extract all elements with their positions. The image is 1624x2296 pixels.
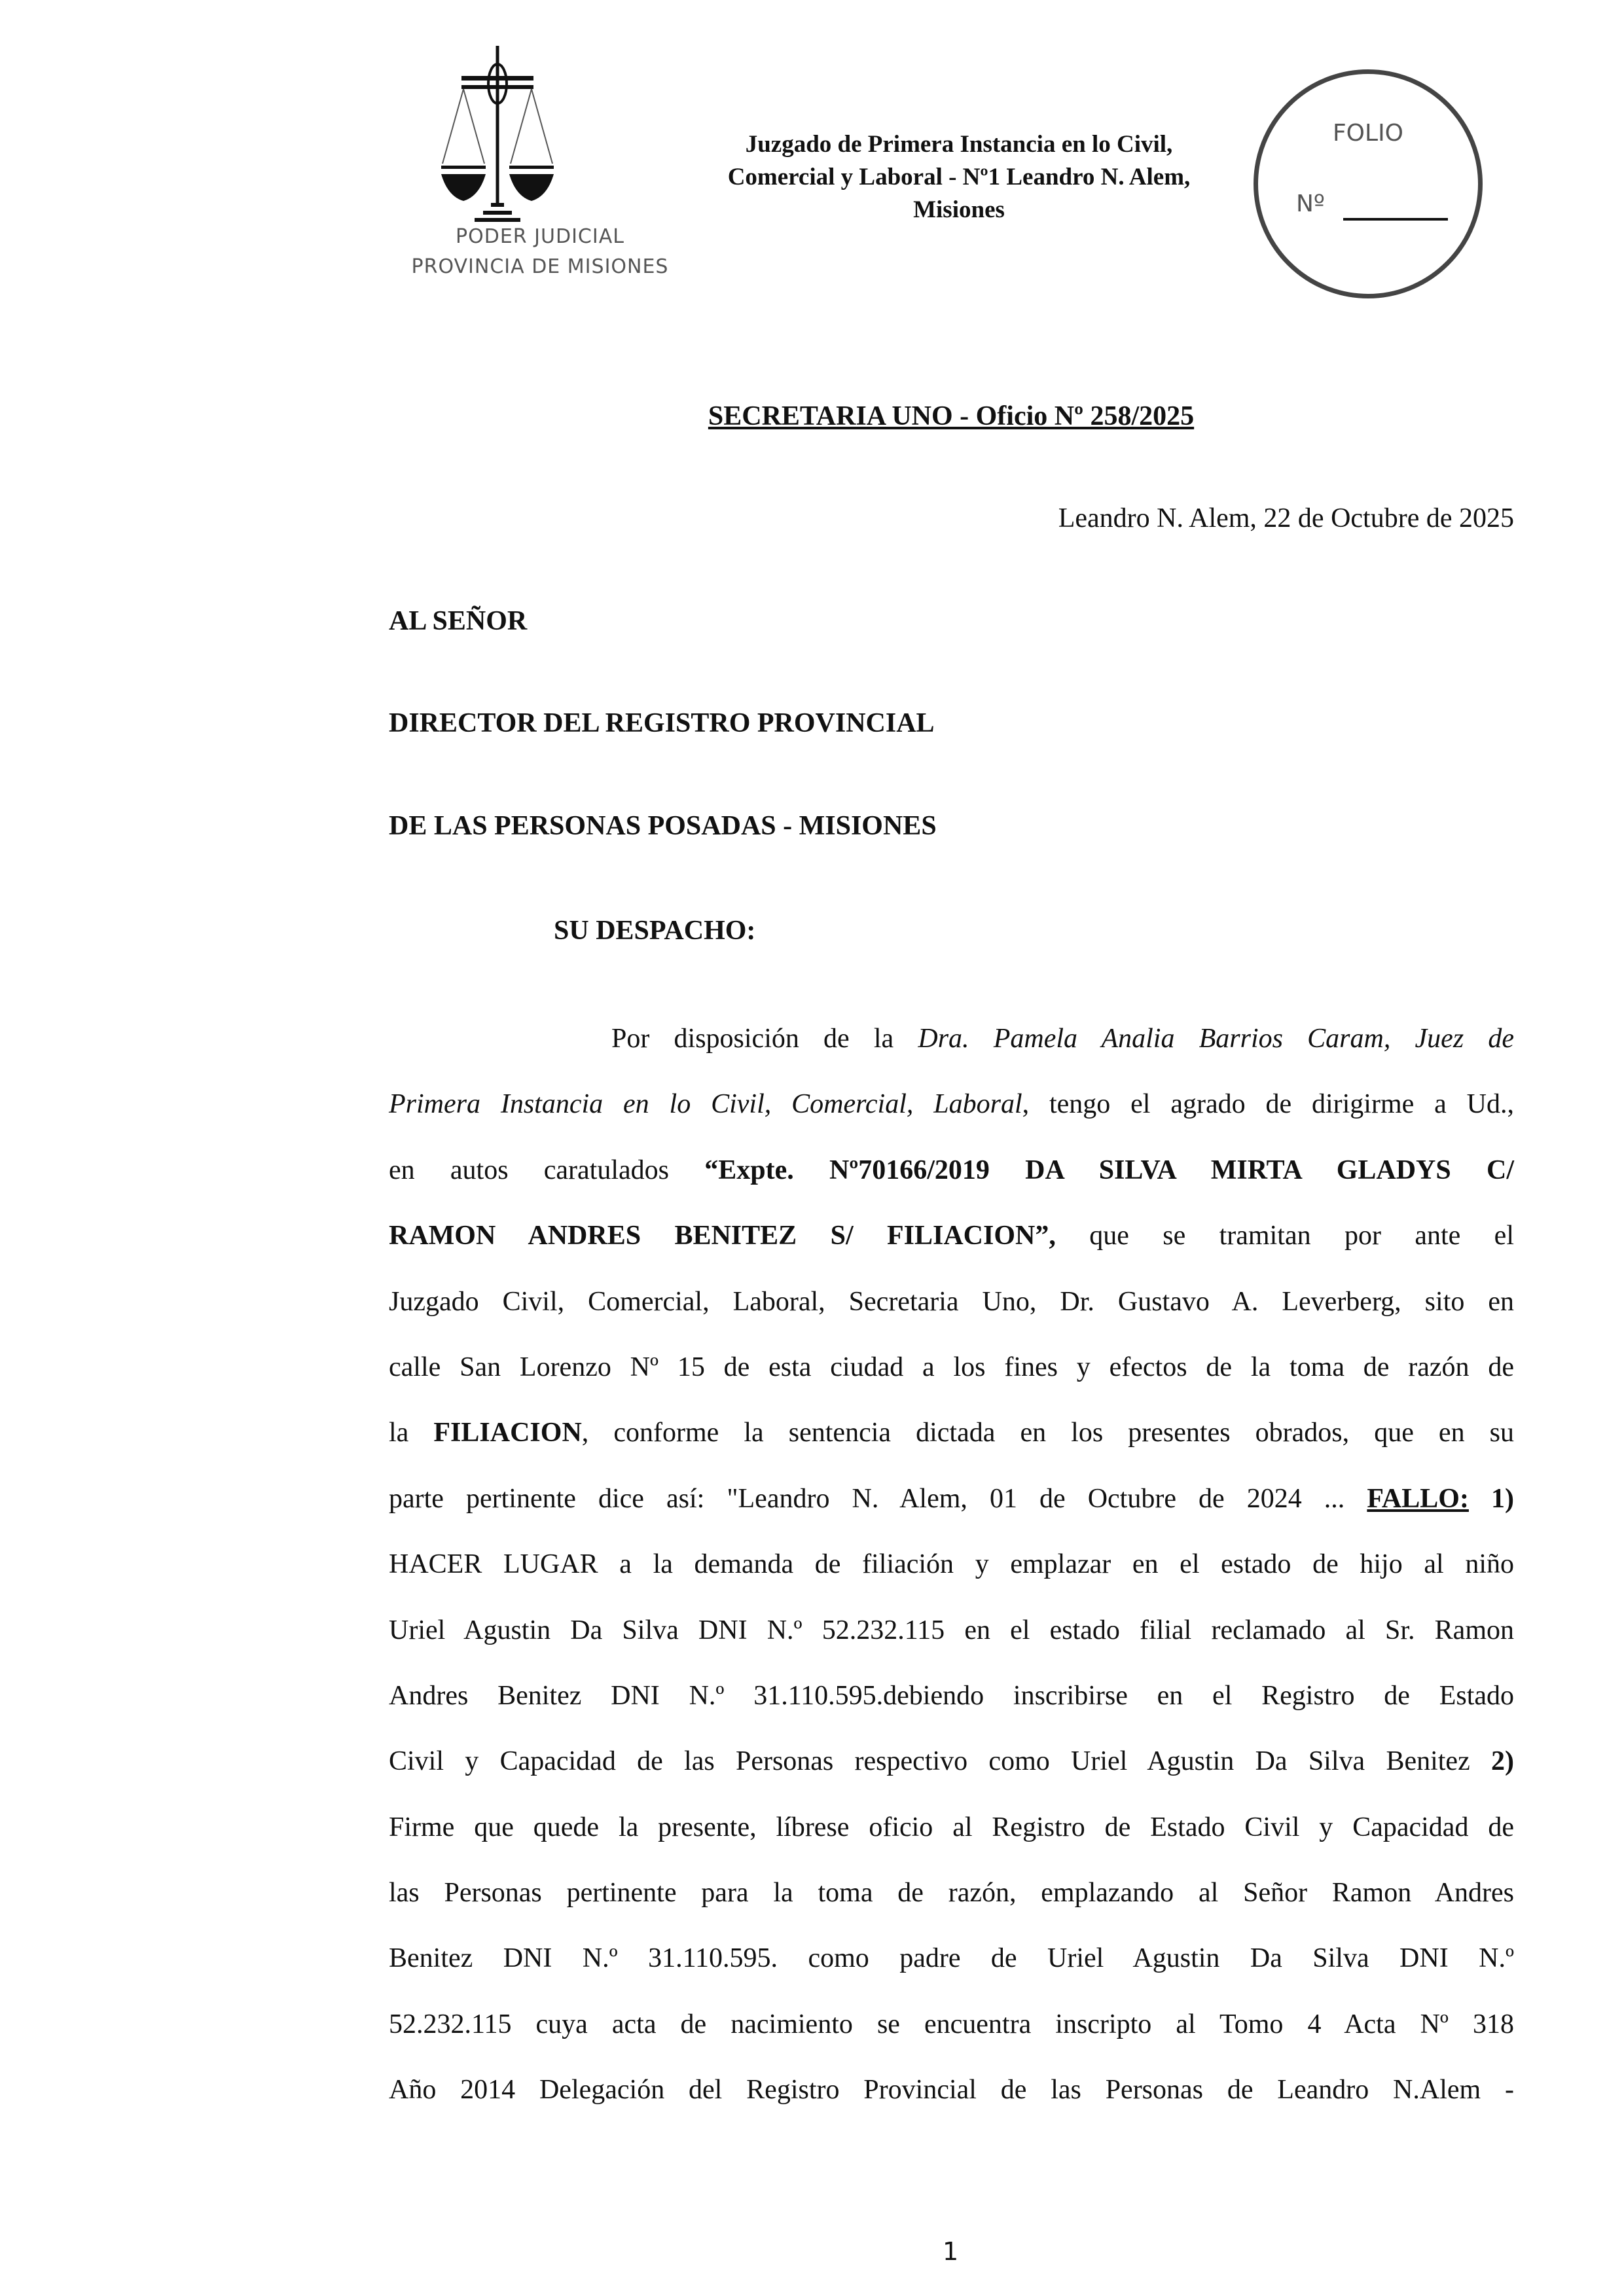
body-line [389,1738,1514,1804]
body-text-segment: FALLO: [1367,1483,1469,1514]
body-text-segment: las Personas pertinente para la toma de razón, emplazando al Señor Ramon Andres [389,1878,1514,1909]
folio-number-blank [1343,218,1448,221]
body-text-segment: , conforme la sentencia dictada en los presentes obrados, que en su [581,1418,1514,1448]
body-text-segment: FILIACION [433,1418,582,1448]
body-line [389,1804,1514,1870]
addressee-title: DIRECTOR DEL REGISTRO PROVINCIAL [389,708,935,738]
body-paragraph [389,1016,1514,2133]
body-line [389,1673,1514,1738]
poder-judicial-logo [406,39,674,295]
body-text-segment: Benitez DNI N.º 31.110.595. como padre de Uriel Agustin Da Silva DNI N.º [389,1943,1514,1974]
addressee-institution: DE LAS PERSONAS POSADAS - MISIONES [389,811,937,841]
body-text-segment: 52.232.115 cuya acta de nacimiento se encuentra inscripto al Tomo 4 Acta Nº 318 [389,2009,1514,2039]
body-line [389,1016,1514,1081]
folio-number-label: Nº [1296,190,1325,217]
body-text-segment: Por disposición de la [611,1024,918,1054]
body-text-segment: calle San Lorenzo Nº 15 de esta ciudad a los fines y efectos de la toma de razón de [389,1352,1514,1382]
body-text-segment: 2) [1491,1746,1514,1777]
body-line [389,1607,1514,1673]
body-line [389,1279,1514,1344]
body-text-segment: Primera Instancia en lo Civil, Comercial, Laboral [389,1089,1022,1120]
body-line [389,1213,1514,1278]
body-text-segment: RAMON ANDRES BENITEZ S/ FILIACION”, [389,1221,1056,1251]
body-line [389,1344,1514,1410]
page-number: 1 [943,2237,959,2266]
body-text-segment: que se tramitan por ante el [1055,1221,1514,1251]
addressee-salutation: AL SEÑOR [389,606,528,636]
document-title: SECRETARIA UNO - Oficio Nº 258/2025 [708,401,1195,431]
body-text-segment: Juzgado Civil, Comercial, Laboral, Secretaria Uno, Dr. Gustavo A. Leverberg, sito en [389,1286,1514,1317]
folio-stamp [1254,69,1483,298]
body-text-segment: “Expte. Nº70166/2019 DA SILVA MIRTA GLADYS C/ [704,1155,1514,1185]
body-line [389,1147,1514,1213]
body-text-segment: Uriel Agustin Da Silva DNI N.º 52.232.115 en el estado filial reclamado al Sr. Ramon [389,1615,1514,1645]
body-line [389,1541,1514,1607]
court-name-line: Comercial y Laboral - Nº1 Leandro N. Alem, [727,164,1191,190]
body-text-segment: parte pertinente dice así: "Leandro N. Alem, 01 de Octubre de 2024 ... [389,1483,1367,1514]
body-line [389,2001,1514,2067]
logo-text-poder-judicial: PODER JUDICIAL [456,225,624,248]
scales-of-justice-icon [406,39,674,223]
court-name-line: Misiones [913,196,1005,223]
body-line [389,1476,1514,1541]
body-text-segment: Andres Benitez DNI N.º 31.110.595.debiendo inscribirse en el Registro de Estado [389,1680,1514,1711]
su-despacho: SU DESPACHO: [554,916,756,946]
body-line [389,1081,1514,1147]
body-line [389,2067,1514,2132]
body-text-segment: 1) [1468,1483,1514,1514]
court-name-line: Juzgado de Primera Instancia en lo Civil, [745,131,1173,158]
body-line [389,1410,1514,1475]
logo-text-provincia: PROVINCIA DE MISIONES [411,255,669,278]
body-text-segment: la [389,1418,434,1448]
body-text-segment: en autos caratulados [389,1155,705,1185]
body-text-segment: Firme que quede la presente, líbrese oficio al Registro de Estado Civil y Capacidad de [389,1812,1514,1842]
body-text-segment: Dra. Pamela Analia Barrios Caram, Juez de [918,1024,1514,1054]
document-date: Leandro N. Alem, 22 de Octubre de 2025 [1058,503,1514,533]
body-text-segment: Civil y Capacidad de las Personas respectivo como Uriel Agustin Da Silva Benitez [389,1746,1491,1777]
body-line [389,1935,1514,2001]
body-line [389,1870,1514,1935]
body-text-segment: , tengo el agrado de dirigirme a Ud., [1022,1089,1514,1120]
folio-label: FOLIO [1332,120,1404,147]
body-text-segment: Año 2014 Delegación del Registro Provincial de las Personas de Leandro N.Alem - [389,2075,1514,2106]
court-name [661,128,1257,226]
body-text-segment: HACER LUGAR a la demanda de filiación y emplazar en el estado de hijo al niño [389,1549,1514,1580]
